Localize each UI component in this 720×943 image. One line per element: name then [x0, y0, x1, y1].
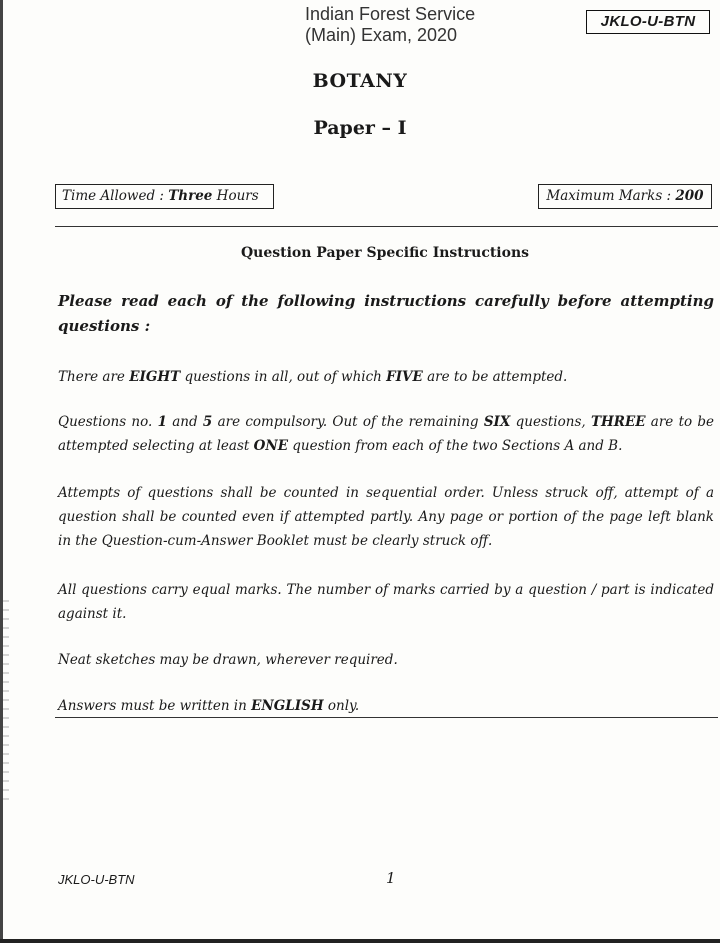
text-run-bold: EIGHT — [129, 369, 181, 385]
text-run: and — [166, 414, 203, 430]
text-run: Answers must be written in — [58, 698, 252, 714]
time-unit: Hours — [212, 188, 259, 204]
time-label: Time Allowed : — [62, 188, 169, 204]
divider-top — [55, 226, 718, 227]
instruction-compulsory-questions — [58, 410, 714, 458]
exam-name-line1: Indian Forest Service — [305, 4, 476, 24]
instructions-heading: Question Paper Specific Instructions — [240, 245, 530, 261]
subject-title: BOTANY — [312, 70, 408, 92]
text-run: Questions no. — [58, 414, 158, 430]
text-run: question from each of the two Sections A and B. — [288, 438, 623, 454]
scan-left-edge — [0, 0, 3, 943]
scan-edge-specks — [3, 600, 9, 800]
instruction-attempt-order: Attempts of questions shall be counted in sequential order. Unless struck off, attempt of a question shall be counted even if attempted partly. Any page or portion of the page left blank in the Question-cum-Answer Booklet must be clearly struck off. — [58, 485, 714, 549]
text-run-bold: ENGLISH — [251, 698, 324, 714]
time-allowed-box — [55, 184, 274, 209]
exam-name-line2: (Main) Exam, 2020 — [305, 25, 458, 45]
scan-bottom-edge — [0, 939, 720, 943]
marks-value: 200 — [675, 188, 704, 204]
instructions-intro: Please read each of the following instructions carefully before attempting questions : — [58, 292, 714, 335]
text-run: There are — [58, 369, 130, 385]
text-run: questions in all, out of which — [180, 369, 387, 385]
paper-code-box: JKLO-U-BTN — [586, 10, 710, 34]
text-run: are to be attempted. — [422, 369, 568, 385]
text-run: are to be attempted selecting at least — [58, 414, 715, 454]
text-run: questions, — [510, 414, 591, 430]
text-run-bold: 1 — [157, 414, 167, 430]
text-run-bold: 5 — [202, 414, 213, 430]
instruction-question-count — [58, 365, 714, 389]
instruction-sketches: Neat sketches may be drawn, wherever required. — [58, 652, 398, 668]
footer-paper-code: JKLO-U-BTN — [58, 872, 135, 887]
text-run-bold: SIX — [483, 414, 511, 430]
text-run-bold: THREE — [590, 414, 646, 430]
instruction-language — [58, 694, 714, 718]
marks-label: Maximum Marks : — [546, 188, 676, 204]
maximum-marks-box — [538, 184, 712, 209]
time-value: Three — [168, 188, 213, 204]
text-run: are compulsory. Out of the remaining — [212, 414, 484, 430]
exam-name-stamp — [305, 4, 475, 46]
page-number: 1 — [386, 869, 396, 887]
divider-bottom — [55, 717, 718, 718]
text-run-bold: FIVE — [386, 369, 423, 385]
paper-title: Paper – I — [313, 117, 407, 139]
text-run: only. — [323, 698, 360, 714]
instruction-equal-marks: All questions carry equal marks. The number of marks carried by a question / part is indicated against it. — [58, 582, 714, 622]
text-run-bold: ONE — [253, 438, 288, 454]
